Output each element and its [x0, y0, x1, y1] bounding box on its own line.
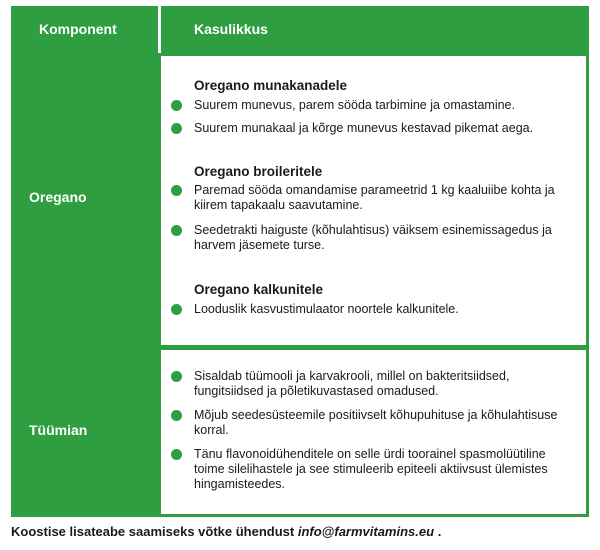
list-item: Looduslik kasvustimulaator noortele kalkunitele.	[194, 302, 459, 316]
column-header-component: Komponent	[39, 21, 117, 37]
ingredient-table	[11, 6, 589, 517]
table-header	[11, 6, 589, 53]
row-thyme-usefulness	[161, 350, 586, 514]
bullet-icon	[171, 410, 182, 421]
bullet-icon	[171, 449, 182, 460]
bullet-icon	[171, 185, 182, 196]
contact-text: Koostise lisateabe saamiseks võtke ühendust	[11, 524, 295, 539]
group-title: Oregano munakanadele	[194, 78, 348, 93]
contact-email-link[interactable]: info@farmvitamins.eu	[297, 524, 435, 539]
contact-note	[11, 524, 441, 539]
component-label: Tüümian	[29, 422, 88, 438]
bullet-icon	[171, 100, 182, 111]
list-item: Suurem munevus, parem sööda tarbimine ja omastamine.	[194, 98, 515, 112]
list-item: Seedetrakti haiguste (kõhulahtisus) väiksem esinemissagedus ja harvem jäsemete turse.	[194, 223, 552, 252]
contact-end: .	[437, 524, 442, 539]
group-title: Oregano kalkunitele	[194, 282, 324, 297]
bullet-icon	[171, 123, 182, 134]
list-item: Suurem munakaal ja kõrge munevus kestavad pikemat aega.	[194, 121, 534, 135]
list-item: Mõjub seedesüsteemile positiivselt kõhupuhituse ja kõhulahtisuse korral.	[194, 408, 558, 437]
header-divider	[158, 6, 161, 53]
bullet-icon	[171, 304, 182, 315]
bullet-icon	[171, 225, 182, 236]
row-thyme-component	[11, 350, 158, 514]
list-item: Paremad sööda omandamise parameetrid 1 kg kaaluiibe kohta ja kiirem tapakaalu saavutamine.	[194, 183, 555, 212]
row-oregano-component	[11, 56, 158, 345]
group-title: Oregano broileritele	[194, 164, 323, 179]
row-oregano-usefulness	[161, 56, 586, 345]
bullet-icon	[171, 371, 182, 382]
list-item: Sisaldab tüümooli ja karvakrooli, millel on bakteritsiidsed, fungitsiidsed ja põletikuvastased omadused.	[194, 369, 510, 398]
component-label: Oregano	[29, 189, 87, 205]
list-item: Tänu flavonoidühenditele on selle ürdi toorainel spasmolüütiline toime silelihastele ja see stimuleerib epiteeli aktiivsust ülemistes hingamisteedes.	[194, 447, 548, 491]
column-header-usefulness: Kasulikkus	[194, 21, 268, 37]
